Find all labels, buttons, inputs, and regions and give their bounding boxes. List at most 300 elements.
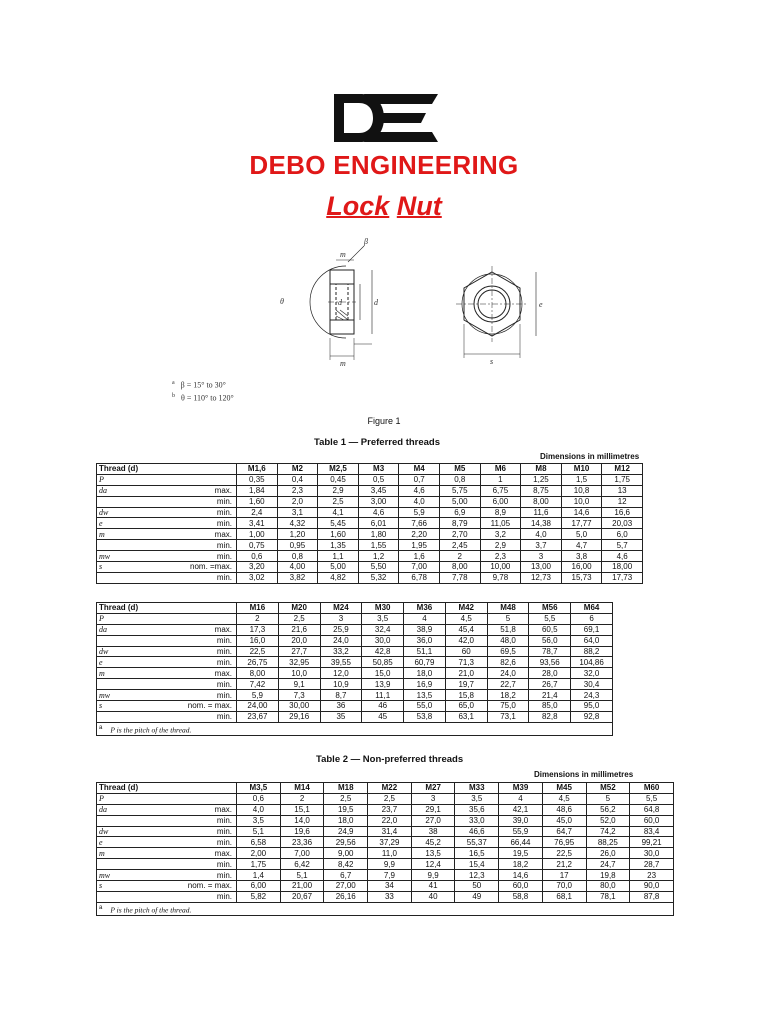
thread-size-header: M36 <box>404 603 446 614</box>
table-cell: 6,42 <box>280 859 324 870</box>
table-cell: 1,60 <box>237 496 278 507</box>
table-cell: 5,1 <box>280 870 324 881</box>
table-cell: 8,42 <box>324 859 368 870</box>
table-cell: 1,35 <box>318 540 359 551</box>
table-cell: 14,38 <box>521 518 562 529</box>
table-cell: 6,78 <box>399 572 440 583</box>
table-cell: 50,85 <box>362 657 404 668</box>
table-cell: 69,5 <box>487 646 529 657</box>
table-cell: 12,0 <box>320 668 362 679</box>
table-cell: 24,7 <box>586 859 630 870</box>
table-cell: 0,7 <box>399 474 440 485</box>
table-cell: 6,0 <box>602 529 643 540</box>
table-cell: 23,36 <box>280 837 324 848</box>
row-limit: min. <box>159 891 237 902</box>
thread-size-header: M60 <box>630 783 674 794</box>
table-cell: 1,75 <box>237 859 281 870</box>
table-cell: 18,0 <box>404 668 446 679</box>
figure-label-da: d <box>338 298 342 307</box>
table-cell: 19,7 <box>445 679 487 690</box>
table-cell: 40 <box>411 891 455 902</box>
row-symbol: da <box>97 485 159 496</box>
table-cell: 68,1 <box>542 891 586 902</box>
table-row <box>97 485 643 496</box>
row-symbol <box>97 891 159 902</box>
table2-units: Dimensions in millimetres <box>534 770 634 779</box>
table2-caption: Table 2 — Non-preferred threads <box>316 754 464 765</box>
table-footnote <box>97 722 613 735</box>
table-cell: 30,0 <box>630 848 674 859</box>
table-cell: 75,0 <box>487 701 529 712</box>
table-cell: 5 <box>586 793 630 804</box>
row-symbol <box>97 635 159 646</box>
table-cell: 27,7 <box>278 646 320 657</box>
table-cell: 3 <box>521 551 562 562</box>
table-row <box>97 496 643 507</box>
table-cell: 20,67 <box>280 891 324 902</box>
table-cell: 13,9 <box>362 679 404 690</box>
table-cell: 3 <box>411 793 455 804</box>
table-row <box>97 679 613 690</box>
figure-label-s: s <box>490 357 494 366</box>
row-symbol: e <box>97 518 159 529</box>
thread-size-header: M22 <box>368 783 412 794</box>
row-limit <box>159 613 237 624</box>
table-cell: 32,0 <box>571 668 613 679</box>
table-cell: 50 <box>455 881 499 892</box>
table-row <box>97 881 674 892</box>
table-cell: 13,00 <box>521 562 562 573</box>
row-limit <box>159 793 237 804</box>
table-row <box>97 859 674 870</box>
table-cell: 10,0 <box>561 496 602 507</box>
table-row <box>97 657 613 668</box>
row-limit: min. <box>159 518 237 529</box>
table-cell: 13 <box>602 485 643 496</box>
note-text-a: β = 15° to 30° <box>180 380 226 390</box>
thread-size-header: M8 <box>521 464 562 475</box>
table-cell: 12,3 <box>455 870 499 881</box>
table-cell: 85,0 <box>529 701 571 712</box>
table-cell: 71,3 <box>445 657 487 668</box>
table-cell: 18,2 <box>487 690 529 701</box>
table-row <box>97 518 643 529</box>
table-cell: 0,8 <box>277 551 318 562</box>
table-cell: 90,0 <box>630 881 674 892</box>
table-row <box>97 572 643 583</box>
table-cell: 5,9 <box>399 507 440 518</box>
table-cell: 66,44 <box>499 837 543 848</box>
table-cell: 2,5 <box>324 793 368 804</box>
table-cell: 17 <box>542 870 586 881</box>
table-cell: 12,4 <box>411 859 455 870</box>
company-name: DEBO ENGINEERING <box>249 150 519 180</box>
table-cell: 41 <box>411 881 455 892</box>
thread-size-header: M10 <box>561 464 602 475</box>
table-cell: 10,9 <box>320 679 362 690</box>
table-row <box>97 848 674 859</box>
row-limit: min. <box>159 496 237 507</box>
table-cell: 6,00 <box>237 881 281 892</box>
table-cell: 22,7 <box>487 679 529 690</box>
table-cell: 28,7 <box>630 859 674 870</box>
table-cell: 5,00 <box>318 562 359 573</box>
table-cell: 5,82 <box>237 891 281 902</box>
row-limit: nom. =max. <box>159 562 237 573</box>
table-cell: 8,79 <box>439 518 480 529</box>
table-cell: 22,5 <box>542 848 586 859</box>
table-header-row <box>97 603 613 614</box>
table-cell: 5 <box>487 613 529 624</box>
table-row <box>97 793 674 804</box>
table-cell: 4 <box>404 613 446 624</box>
row-limit: min. <box>159 572 237 583</box>
table-cell: 82,8 <box>529 711 571 722</box>
table-cell: 0,4 <box>277 474 318 485</box>
table-cell: 8,9 <box>480 507 521 518</box>
table-row <box>97 668 613 679</box>
table-cell: 2,70 <box>439 529 480 540</box>
table-cell: 33 <box>368 891 412 902</box>
table-row <box>97 690 613 701</box>
product-title <box>0 191 768 222</box>
table-cell: 4,7 <box>561 540 602 551</box>
table-cell: 18,00 <box>602 562 643 573</box>
table-cell: 80,0 <box>586 881 630 892</box>
table-cell: 17,3 <box>237 624 279 635</box>
table-cell: 99,21 <box>630 837 674 848</box>
row-symbol <box>97 540 159 551</box>
table-cell: 6,58 <box>237 837 281 848</box>
product-title-word-1: Lock <box>326 191 390 221</box>
table-cell: 4,0 <box>399 496 440 507</box>
table-cell: 16,00 <box>561 562 602 573</box>
table-cell: 78,7 <box>529 646 571 657</box>
table-cell: 35 <box>320 711 362 722</box>
row-limit: min. <box>159 551 237 562</box>
table-cell: 35,6 <box>455 804 499 815</box>
table-header-row <box>97 783 674 794</box>
table-cell: 45 <box>362 711 404 722</box>
table-cell: 4,00 <box>277 562 318 573</box>
lock-nut-drawing <box>260 232 560 372</box>
table-cell: 9,9 <box>368 859 412 870</box>
table-cell: 13,5 <box>411 848 455 859</box>
table-cell: 19,6 <box>280 826 324 837</box>
table-row <box>97 711 613 722</box>
table-cell: 2 <box>439 551 480 562</box>
table-cell: 6,7 <box>324 870 368 881</box>
table-cell: 76,95 <box>542 837 586 848</box>
table-cell: 16,0 <box>237 635 279 646</box>
table-cell: 26,75 <box>237 657 279 668</box>
table-cell: 16,9 <box>404 679 446 690</box>
row-limit: min. <box>159 826 237 837</box>
table-row <box>97 551 643 562</box>
table-cell: 1,55 <box>358 540 399 551</box>
table-cell: 8,7 <box>320 690 362 701</box>
table-cell: 5,5 <box>529 613 571 624</box>
table-cell: 64,0 <box>571 635 613 646</box>
table-cell: 60,0 <box>499 881 543 892</box>
figure-caption: Figure 1 <box>367 416 401 426</box>
table-cell: 93,56 <box>529 657 571 668</box>
table-cell: 56,2 <box>586 804 630 815</box>
table-cell: 39,55 <box>320 657 362 668</box>
table-cell: 1,25 <box>521 474 562 485</box>
table-cell: 1,80 <box>358 529 399 540</box>
table-cell: 6,01 <box>358 518 399 529</box>
table-cell: 27,00 <box>324 881 368 892</box>
table-cell: 30,4 <box>571 679 613 690</box>
table-cell: 29,56 <box>324 837 368 848</box>
table-cell: 1,95 <box>399 540 440 551</box>
table-cell: 53,8 <box>404 711 446 722</box>
table-cell: 4,6 <box>399 485 440 496</box>
table-cell: 20,03 <box>602 518 643 529</box>
table-cell: 2 <box>237 613 279 624</box>
table-cell: 92,8 <box>571 711 613 722</box>
table-row <box>97 891 674 902</box>
thread-header-label: Thread (d) <box>97 464 237 475</box>
table-cell: 24,3 <box>571 690 613 701</box>
table-cell: 65,0 <box>445 701 487 712</box>
thread-size-header: M4 <box>399 464 440 475</box>
row-limit: nom. = max. <box>159 701 237 712</box>
table-cell: 4,0 <box>521 529 562 540</box>
thread-size-header: M48 <box>487 603 529 614</box>
table-cell: 60,79 <box>404 657 446 668</box>
row-limit: min. <box>159 815 237 826</box>
table-cell: 64,8 <box>630 804 674 815</box>
table-cell: 30,0 <box>362 635 404 646</box>
table-cell: 42,1 <box>499 804 543 815</box>
figure-label-dw: d <box>374 298 378 307</box>
table-cell: 1,4 <box>237 870 281 881</box>
table-row <box>97 474 643 485</box>
table-cell: 0,5 <box>358 474 399 485</box>
table-cell: 17,77 <box>561 518 602 529</box>
table-cell: 5,1 <box>237 826 281 837</box>
row-limit: min. <box>159 859 237 870</box>
table-cell: 14,0 <box>280 815 324 826</box>
table-cell: 60,5 <box>529 624 571 635</box>
table-cell: 3,8 <box>561 551 602 562</box>
thread-size-header: M2,5 <box>318 464 359 475</box>
row-limit: max. <box>159 804 237 815</box>
table-cell: 4,82 <box>318 572 359 583</box>
figure-label-e: e <box>539 300 543 309</box>
table-row <box>97 870 674 881</box>
table-cell: 51,8 <box>487 624 529 635</box>
table-cell: 14,6 <box>499 870 543 881</box>
thread-size-header: M52 <box>586 783 630 794</box>
table-cell: 25,9 <box>320 624 362 635</box>
thread-size-header: M64 <box>571 603 613 614</box>
table-cell: 24,0 <box>320 635 362 646</box>
table-cell: 2,5 <box>318 496 359 507</box>
table-cell: 11,05 <box>480 518 521 529</box>
table-row <box>97 826 674 837</box>
table-cell: 58,8 <box>499 891 543 902</box>
row-symbol: e <box>97 657 159 668</box>
table-cell: 33,0 <box>455 815 499 826</box>
note-mark-a: a <box>172 380 175 386</box>
table-cell: 14,6 <box>561 507 602 518</box>
table-row <box>97 646 613 657</box>
table-cell: 4 <box>499 793 543 804</box>
table-cell: 2,20 <box>399 529 440 540</box>
table-cell: 3,02 <box>237 572 278 583</box>
table-cell: 3,41 <box>237 518 278 529</box>
table-cell: 0,8 <box>439 474 480 485</box>
thread-size-header: M5 <box>439 464 480 475</box>
table-cell: 3 <box>320 613 362 624</box>
table-cell: 56,0 <box>529 635 571 646</box>
table-cell: 36 <box>320 701 362 712</box>
table-cell: 2,00 <box>237 848 281 859</box>
table-cell: 23,7 <box>368 804 412 815</box>
table-row <box>97 507 643 518</box>
row-symbol: m <box>97 848 159 859</box>
row-limit: min. <box>159 711 237 722</box>
table-cell: 8,00 <box>237 668 279 679</box>
table-cell: 7,42 <box>237 679 279 690</box>
table-cell: 22,0 <box>368 815 412 826</box>
thread-size-header: M33 <box>455 783 499 794</box>
table-cell: 6,75 <box>480 485 521 496</box>
table-cell: 4,6 <box>358 507 399 518</box>
footnote-text: P is the pitch of the thread. <box>110 725 192 735</box>
row-symbol: e <box>97 837 159 848</box>
thread-size-header: M3,5 <box>237 783 281 794</box>
table-cell: 4,32 <box>277 518 318 529</box>
table-cell: 10,0 <box>278 668 320 679</box>
table-footnote <box>97 902 674 915</box>
table-cell: 6 <box>571 613 613 624</box>
row-symbol <box>97 572 159 583</box>
row-symbol: dw <box>97 826 159 837</box>
table-cell: 2,0 <box>277 496 318 507</box>
table-cell: 3,45 <box>358 485 399 496</box>
table-cell: 52,0 <box>586 815 630 826</box>
table-cell: 15,8 <box>445 690 487 701</box>
table-cell: 9,1 <box>278 679 320 690</box>
thread-size-header: M14 <box>280 783 324 794</box>
thread-size-header: M56 <box>529 603 571 614</box>
row-limit: max. <box>159 529 237 540</box>
table-row <box>97 624 613 635</box>
table-cell: 4,6 <box>602 551 643 562</box>
table-cell: 64,7 <box>542 826 586 837</box>
table-row <box>97 701 613 712</box>
table-cell: 1,20 <box>277 529 318 540</box>
table-cell: 5,75 <box>439 485 480 496</box>
thread-size-header: M45 <box>542 783 586 794</box>
table-cell: 5,7 <box>602 540 643 551</box>
row-symbol: da <box>97 624 159 635</box>
table-cell: 1,6 <box>399 551 440 562</box>
table-cell: 34 <box>368 881 412 892</box>
row-symbol: s <box>97 701 159 712</box>
table-cell: 1,1 <box>318 551 359 562</box>
row-limit: min. <box>159 837 237 848</box>
row-symbol: s <box>97 881 159 892</box>
table-row <box>97 529 643 540</box>
table-cell: 49 <box>455 891 499 902</box>
table-cell: 4,5 <box>445 613 487 624</box>
row-symbol: mw <box>97 870 159 881</box>
table-cell: 45,0 <box>542 815 586 826</box>
table-cell: 21,6 <box>278 624 320 635</box>
table-cell: 23 <box>630 870 674 881</box>
table-cell: 4,1 <box>318 507 359 518</box>
table-cell: 7,00 <box>399 562 440 573</box>
table-cell: 15,0 <box>362 668 404 679</box>
table-cell: 13,5 <box>404 690 446 701</box>
thread-size-header: M16 <box>237 603 279 614</box>
table-cell: 2,3 <box>480 551 521 562</box>
row-limit <box>159 474 237 485</box>
table-cell: 26,0 <box>586 848 630 859</box>
table-cell: 1,2 <box>358 551 399 562</box>
thread-size-header: M39 <box>499 783 543 794</box>
table-cell: 16,6 <box>602 507 643 518</box>
thread-size-header: M42 <box>445 603 487 614</box>
table1-part-a <box>96 463 643 584</box>
table-cell: 0,35 <box>237 474 278 485</box>
table-cell: 69,1 <box>571 624 613 635</box>
row-symbol: P <box>97 793 159 804</box>
row-limit: min. <box>159 870 237 881</box>
table-cell: 31,4 <box>368 826 412 837</box>
row-symbol <box>97 711 159 722</box>
table-cell: 9,00 <box>324 848 368 859</box>
row-symbol <box>97 815 159 826</box>
table-cell: 3,20 <box>237 562 278 573</box>
table-cell: 42,8 <box>362 646 404 657</box>
figure-note-b <box>172 393 234 403</box>
table-cell: 73,1 <box>487 711 529 722</box>
debo-logo <box>334 92 438 144</box>
thread-header-label: Thread (d) <box>97 603 237 614</box>
table-cell: 70,0 <box>542 881 586 892</box>
table1-caption: Table 1 — Preferred threads <box>314 437 441 448</box>
table-cell: 17,73 <box>602 572 643 583</box>
row-symbol: dw <box>97 646 159 657</box>
table-cell: 3,82 <box>277 572 318 583</box>
table-cell: 104,86 <box>571 657 613 668</box>
table-footnote-row <box>97 722 613 735</box>
table-cell: 26,7 <box>529 679 571 690</box>
table-cell: 5,0 <box>561 529 602 540</box>
table-cell: 27,0 <box>411 815 455 826</box>
row-symbol: m <box>97 668 159 679</box>
thread-header-label: Thread (d) <box>97 783 237 794</box>
table-row <box>97 837 674 848</box>
row-symbol: da <box>97 804 159 815</box>
table-cell: 45,2 <box>411 837 455 848</box>
table-cell: 11,6 <box>521 507 562 518</box>
thread-size-header: M30 <box>362 603 404 614</box>
table-cell: 74,2 <box>586 826 630 837</box>
row-limit: min. <box>159 540 237 551</box>
front-view <box>456 266 536 358</box>
table-cell: 55,9 <box>499 826 543 837</box>
table-cell: 11,0 <box>368 848 412 859</box>
table-cell: 29,1 <box>411 804 455 815</box>
table-cell: 83,4 <box>630 826 674 837</box>
